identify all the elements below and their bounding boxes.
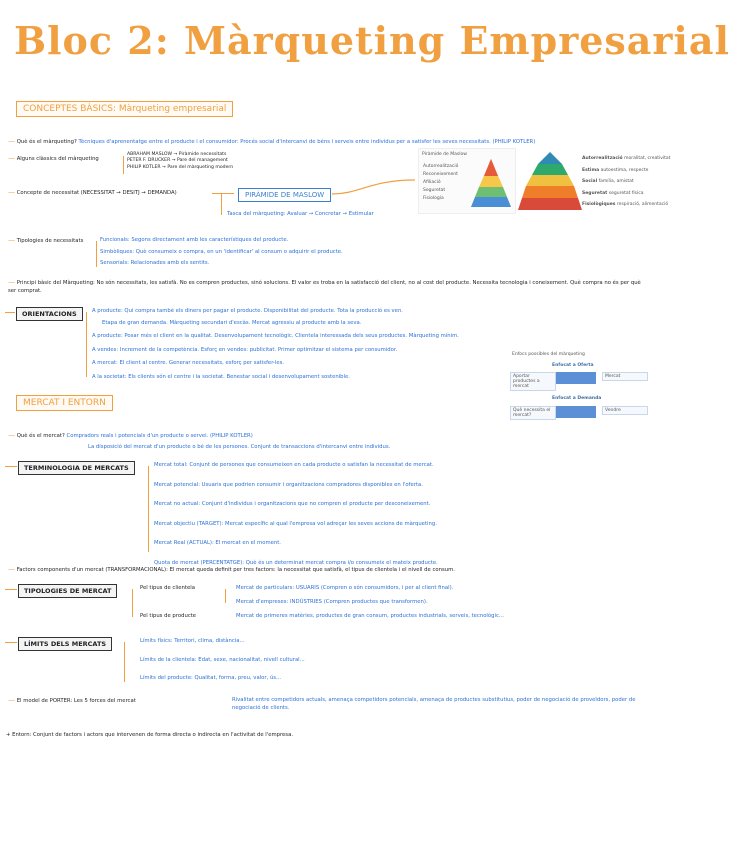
que-es-label: Què és el màrqueting? bbox=[16, 139, 77, 145]
tm-2: Pel tipus de producte bbox=[140, 613, 197, 619]
section-basics-header: CONCEPTES BÀSICS: Màrqueting empresarial bbox=[16, 101, 233, 117]
lim-3: Límits del producte: Qualitat, forma, preu, valor, ús... bbox=[140, 675, 282, 681]
terminologia-list bbox=[154, 462, 438, 567]
principi-text: Principi bàsic del Màrqueting: No són necessitats, les satisfà. No es compren productes, sinó solucions. El valor es troba en la satisfacció del client, no al cost del producte. Necessita tecnologia i coneixement. Què compra no és per què ser comprat. bbox=[8, 280, 641, 294]
classic-1: ABRAHAM MASLOW → Piràmide necessitats bbox=[127, 152, 227, 157]
que-es-def: Tècniques d'aprenentatge entre el producte i el consumidor: Procés social d'intercanvi de béns i serveis entre individus per a satisfer les seves necessitats. (PHILIP KOTLER) bbox=[78, 139, 536, 145]
term-4: Mercat objectiu (TARGET): Mercat específic al qual l'empresa vol adreçar les seves accions de màrqueting. bbox=[154, 520, 437, 527]
que-mercat-def2: La disposició del mercat d'un producte o bé de les persones. Conjunt de transaccions d'intercanvi entre individus. bbox=[88, 444, 391, 450]
maslow-pyramid-image-1: Piràmide de Maslow Autorrealització Reconeixement Afiliació Seguretat Fisiologia bbox=[418, 148, 516, 214]
ori-5: A la societat: Els clients són el centre i la societat. Benestar social i desenvolupament sostenible. bbox=[92, 373, 350, 380]
limits-box: LÍMITS DELS MERCATS bbox=[18, 637, 112, 651]
pyr-left-labels: Autorrealització Reconeixement Afiliació Seguretat Fisiologia bbox=[423, 164, 459, 201]
tipologies-list bbox=[100, 237, 343, 268]
term-3: Mercat no actual: Conjunt d'individus i organitzacions que no compren el producte per desconeixement. bbox=[154, 501, 431, 507]
tm-1a: Mercat de particulars: USUARIS (Compren o són consumidors, i per al client final). bbox=[236, 585, 454, 591]
term-6: Quota de mercat (PERCENTATGE): Què és un determinat mercat compra i/o consumeix el mateix producte. bbox=[154, 559, 438, 566]
ori-3: A vendes: Increment de la competència. Esforç en vendes: publicitat. Primer optimitzar el sistema per consumidor. bbox=[92, 346, 398, 353]
classic-3: PHILIP KOTLER → Pare del màrqueting modern bbox=[127, 164, 234, 170]
concepte-label: Concepte de necessitat (NECESSITAT → DESITJ → DEMANDA) bbox=[16, 190, 177, 196]
lim-1: Límits físics: Territori, clima, distància... bbox=[140, 638, 245, 644]
tm-2a: Mercat de primeres matèries, productes de gran consum, productes industrials, serveis, tecnològic... bbox=[236, 613, 504, 619]
tm-1b: Mercat d'empreses: INDÚSTRIES (Compren productes que transformen). bbox=[236, 599, 428, 605]
section-mercat-header: MERCAT I ENTORN bbox=[16, 395, 113, 411]
tip-1: Funcionals: Segons directament amb les característiques del producte. bbox=[100, 237, 289, 243]
tipologies-label: Tipologies de necessitats bbox=[16, 238, 84, 244]
row-tipologies: — Tipologies de necessitats bbox=[8, 236, 84, 244]
tm-1: Pel tipus de clientela bbox=[140, 585, 195, 591]
tip-2: Simbòliques: Què consumeix o compra, en un 'identificar' al consum o adquirir el producte. bbox=[100, 248, 343, 255]
tipologies-mercat-box: TIPOLOGIES DE MERCAT bbox=[18, 584, 117, 598]
tasca-marqueting: Tasca del màrqueting: Avaluar → Concretar → Estimular bbox=[227, 211, 374, 217]
term-5: Mercat Real (ACTUAL): El mercat en el moment. bbox=[154, 540, 281, 546]
row-que-mercat: — Què és el mercat? Compradors reals i potencials d'un producte o servei. (PHILIP KOTLER) bbox=[8, 431, 253, 439]
classic-2: PETER F. DRUCKER → Pare del management bbox=[127, 158, 228, 164]
page-title: Bloc 2: Màrqueting Empresarial bbox=[14, 18, 730, 63]
orientacions-list bbox=[92, 308, 459, 381]
lim-2: Límits de la clientela: Edat, sexe, nacionalitat, nivell cultural... bbox=[140, 656, 305, 663]
terminologia-box: TERMINOLOGIA DE MERCATS bbox=[18, 461, 135, 475]
porter-label: El model de PORTER: Les 5 forces del mercat bbox=[16, 698, 136, 704]
row-porter: — El model de PORTER: Les 5 forces del mercat bbox=[8, 696, 136, 704]
row-que-es: — Què és el màrqueting? Tècniques d'aprenentatge entre el producte i el consumidor: Procés social d'intercanvi de béns i serveis entre individus per a satisfer les seves necessitats. (PHILIP KOTLER) bbox=[8, 137, 536, 145]
row-principi: — Principi bàsic del Màrqueting: No són necessitats, les satisfà. No es compren productes, sinó solucions. El valor es troba en la satisfacció del client, no al cost del producte. Necessita tecnologia i coneixement. Què compra no és per què ser comprat. bbox=[8, 278, 641, 294]
row-concepte: — Concepte de necessitat (NECESSITAT → DESITJ → DEMANDA) bbox=[8, 188, 177, 196]
ori-1b: Etapa de gran demanda. Màrqueting secundari d'escàs. Mercat agressiu al producte amb la seva. bbox=[102, 319, 362, 326]
classics-list bbox=[127, 152, 233, 171]
term-1: Mercat total: Conjunt de persones que consumeixen en cada producte o satisfan la necessitat de mercat. bbox=[154, 462, 434, 468]
row-classics: — Alguns clàssics del màrqueting bbox=[8, 154, 99, 162]
row-entorn: + Entorn: Conjunt de factors i actors que intervenen de forma directa o indirecta en l'activitat de l'empresa. bbox=[6, 732, 293, 738]
porter-def: Rivalitat entre competidors actuals, amenaça competidors potencials, amenaça de productes substitutius, poder de negociació de proveïdors, poder de negociació de clients. bbox=[232, 697, 636, 711]
factors-text: Factors components d'un mercat (TRANSFORMACIONAL): El mercat queda definit per tres factors: la necessitat que satisfà, el tipus de clientela i el nivell de consum. bbox=[16, 567, 455, 573]
ori-1: A producte: Qui compra també els diners per pagar el producte. Disponibilitat del producte. Tota la producció es ven. bbox=[92, 308, 403, 314]
marketing-approach-figure: Enfocs possibles del màrqueting Enfocat a Oferta Aportar productes a mercat Mercat Enfocat a Demanda Què necessita el mercat? Vendre bbox=[508, 352, 648, 432]
tip-3: Sensorials: Relacionades amb els sentits. bbox=[100, 260, 210, 266]
limits-list bbox=[140, 638, 305, 683]
pyr-right-labels: Autorrealització moralitat, creativitat Estima autoestima, respecte Social família, amistat Seguretat seguretat física Fisiològiques respiració, alimentació bbox=[582, 156, 671, 207]
orientacions-box: ORIENTACIONS bbox=[16, 307, 83, 321]
ori-2: A producte: Posar més el client en la qualitat. Desenvolupament tecnològic. Clientela interessada dels seus productes. Màrqueting mínim. bbox=[92, 333, 459, 339]
maslow-pyramid-image-2 bbox=[522, 150, 671, 212]
classics-label: Alguns clàssics del màrqueting bbox=[16, 156, 99, 162]
que-mercat-def: Compradors reals i potencials d'un producte o servei. (PHILIP KOTLER) bbox=[66, 433, 253, 439]
row-factors: — Factors components d'un mercat (TRANSFORMACIONAL): El mercat queda definit per tres factors: la necessitat que satisfà, el tipus de clientela i el nivell de consum. bbox=[8, 565, 455, 573]
que-mercat-label: Què és el mercat? bbox=[16, 433, 65, 439]
piramide-box: PIRÀMIDE DE MASLOW bbox=[238, 188, 331, 202]
ori-4: A mercat: El client al centre. Generar necessitats, esforç per satisfer-les. bbox=[92, 360, 285, 366]
term-2: Mercat potencial: Usuaris que podrien consumir i organitzacions compradores disponibles en l'oferta. bbox=[154, 481, 423, 488]
connector-curve bbox=[330, 176, 420, 206]
